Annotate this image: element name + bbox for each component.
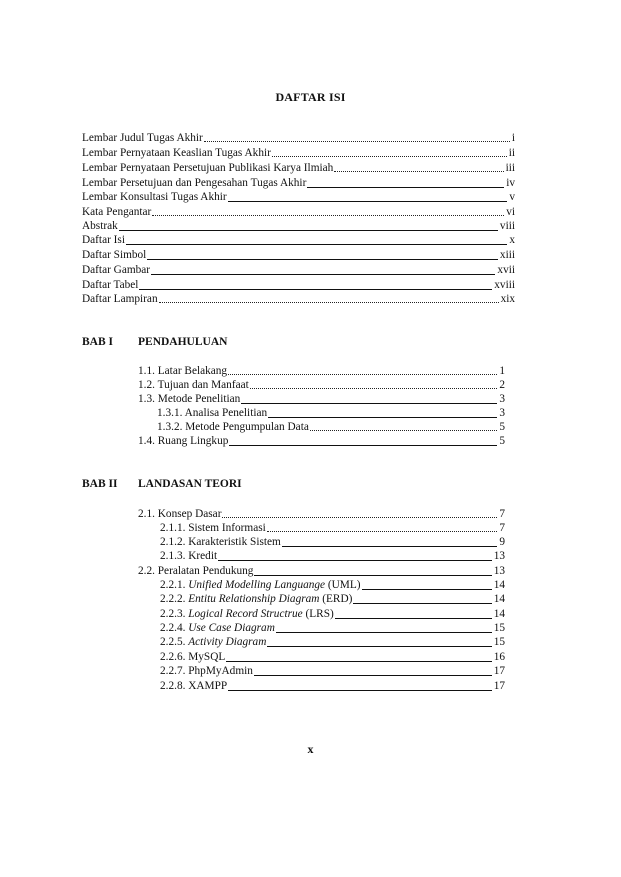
toc-leader-line	[204, 141, 510, 142]
toc-entry-label: 2.2. Peralatan Pendukung	[138, 565, 254, 577]
toc-entry-label: 1.3. Metode Penelitian	[138, 393, 241, 405]
toc-entry-label	[160, 578, 361, 592]
toc-entry-italic-term: Logical Record Structrue	[188, 608, 303, 620]
toc-entry-label: Abstrak	[82, 220, 118, 232]
toc-entry[interactable]	[160, 679, 505, 693]
toc-leader-line	[362, 589, 492, 590]
toc-page-number: xix	[500, 293, 515, 305]
toc-entry[interactable]	[138, 564, 505, 578]
toc-entry[interactable]	[160, 664, 505, 678]
toc-entry-suffix: (UML)	[325, 579, 361, 591]
chapter-name: LANDASAN TEORI	[138, 478, 242, 490]
toc-leader-line	[250, 388, 498, 389]
toc-entry-number: 2.2.3.	[160, 608, 189, 620]
toc-page-number: 2	[499, 379, 505, 391]
toc-leader-line	[228, 374, 497, 375]
toc-entry-label: Daftar Gambar	[82, 264, 151, 276]
toc-leader-line	[152, 215, 504, 216]
toc-page-number: 13	[493, 565, 505, 577]
toc-entry-label: 2.1.3. Kredit	[160, 550, 218, 562]
toc-page-number: 1	[499, 365, 505, 377]
toc-entry[interactable]	[160, 592, 505, 606]
toc-entry-label: 2.2.6. MySQL	[160, 651, 226, 663]
toc-leader-line	[228, 690, 492, 691]
toc-leader-line	[335, 618, 492, 619]
toc-entry[interactable]	[160, 607, 505, 621]
toc-entry-label: Daftar Simbol	[82, 249, 147, 261]
toc-page-number: 7	[499, 508, 505, 520]
toc-page-number: 3	[499, 393, 505, 405]
toc-entry[interactable]	[160, 650, 505, 664]
toc-page-number: x	[509, 234, 515, 246]
toc-entry[interactable]	[82, 248, 515, 262]
toc-entry[interactable]	[82, 233, 515, 247]
toc-entry[interactable]	[82, 278, 515, 292]
toc-entry[interactable]	[160, 635, 505, 649]
toc-leader-line	[310, 430, 497, 431]
toc-entry-label: Daftar Isi	[82, 234, 125, 246]
toc-page-number: viii	[499, 220, 515, 232]
toc-entry-label: 1.2. Tujuan dan Manfaat	[138, 379, 249, 391]
toc-page-number: 3	[499, 407, 505, 419]
toc-entry-label: 1.4. Ruang Lingkup	[138, 435, 229, 447]
toc-entry[interactable]	[82, 263, 515, 277]
toc-page-number: v	[509, 191, 515, 203]
toc-entry[interactable]	[160, 521, 505, 535]
toc-entry[interactable]	[82, 190, 515, 204]
toc-entry[interactable]	[157, 420, 505, 434]
toc-page-number: 14	[493, 579, 505, 591]
toc-entry-label: Lembar Pernyataan Keaslian Tugas Akhir	[82, 147, 271, 159]
toc-entry[interactable]	[82, 205, 515, 219]
toc-leader-line	[282, 546, 498, 547]
chapter-number: BAB II	[82, 478, 118, 490]
toc-page-number: xviii	[494, 279, 515, 291]
toc-entry[interactable]	[160, 549, 505, 563]
toc-page-number: 15	[493, 622, 505, 634]
toc-page-number: vi	[506, 206, 515, 218]
toc-entry[interactable]	[82, 146, 515, 160]
toc-entry-italic-term: Activity Diagram	[188, 636, 267, 648]
toc-leader-line	[272, 156, 507, 157]
toc-entry-label: Daftar Lampiran	[82, 293, 158, 305]
toc-entry[interactable]	[138, 378, 505, 392]
toc-page-number: 9	[499, 536, 505, 548]
toc-entry-label: Lembar Judul Tugas Akhir	[82, 132, 203, 144]
toc-entry-label: 2.2.7. PhpMyAdmin	[160, 665, 253, 677]
toc-entry-label: 1.3.2. Metode Pengumpulan Data	[157, 421, 309, 433]
toc-page-number: i	[511, 132, 515, 144]
toc-page-number: iv	[506, 177, 515, 189]
toc-leader-line	[126, 244, 507, 245]
toc-entry-label: 2.1.1. Sistem Informasi	[160, 522, 266, 534]
toc-entry[interactable]	[82, 161, 515, 175]
toc-page-number: 16	[493, 651, 505, 663]
chapter-name: PENDAHULUAN	[138, 336, 228, 348]
toc-leader-line	[254, 575, 491, 576]
toc-entry[interactable]	[160, 621, 505, 635]
toc-entry-label: Lembar Konsultasi Tugas Akhir	[82, 191, 227, 203]
toc-entry-label: 2.1.2. Karakteristik Sistem	[160, 536, 281, 548]
toc-entry[interactable]	[82, 176, 515, 190]
toc-entry[interactable]	[82, 219, 515, 233]
toc-entry-number: 2.2.1.	[160, 579, 189, 591]
toc-entry[interactable]	[157, 406, 505, 420]
toc-entry-suffix: (LRS)	[302, 608, 334, 620]
toc-entry-suffix: (ERD)	[319, 593, 353, 605]
page-number: x	[307, 742, 314, 756]
toc-page-number: xiii	[499, 249, 515, 261]
toc-page-number: 5	[499, 421, 505, 433]
toc-leader-line	[159, 302, 499, 303]
chapter-heading	[82, 477, 382, 491]
toc-leader-line	[267, 646, 491, 647]
toc-page-number: 14	[493, 593, 505, 605]
toc-leader-line	[276, 632, 492, 633]
toc-entry[interactable]	[138, 507, 505, 521]
toc-entry[interactable]	[160, 535, 505, 549]
toc-entry-label	[160, 621, 275, 635]
toc-page-number: 14	[493, 608, 505, 620]
toc-entry-label	[160, 592, 352, 606]
toc-leader-line	[334, 171, 503, 172]
toc-entry-label: Daftar Tabel	[82, 279, 139, 291]
toc-page-number: 13	[493, 550, 505, 562]
toc-page-number: iii	[505, 162, 515, 174]
toc-leader-line	[228, 201, 508, 202]
toc-entry-label: 2.1. Konsep Dasar	[138, 508, 222, 520]
toc-entry[interactable]	[138, 364, 505, 378]
toc-leader-line	[307, 187, 504, 188]
toc-leader-line	[241, 403, 497, 404]
toc-entry-italic-term: Entitu Relationship Diagram	[188, 593, 320, 605]
toc-leader-line	[229, 445, 497, 446]
toc-entry-italic-term: Use Case Diagram	[188, 622, 275, 634]
toc-entry[interactable]	[138, 434, 505, 448]
toc-leader-line	[147, 259, 498, 260]
toc-leader-line	[222, 517, 497, 518]
toc-leader-line	[267, 531, 498, 532]
toc-leader-line	[218, 560, 492, 561]
page-title: DAFTAR ISI	[275, 90, 346, 104]
toc-page-number: 17	[493, 665, 505, 677]
chapter-number: BAB I	[82, 336, 113, 348]
toc-entry-label: 1.1. Latar Belakang	[138, 365, 228, 377]
toc-leader-line	[254, 675, 492, 676]
toc-entry[interactable]	[160, 578, 505, 592]
toc-leader-line	[139, 289, 492, 290]
toc-leader-line	[151, 274, 495, 275]
toc-entry-number: 2.2.4.	[160, 622, 189, 634]
toc-entry-label	[160, 635, 266, 649]
toc-entry[interactable]	[82, 292, 515, 306]
toc-entry-label: 1.3.1. Analisa Penelitian	[157, 407, 268, 419]
toc-entry[interactable]	[138, 392, 505, 406]
toc-page-number: 5	[499, 435, 505, 447]
toc-leader-line	[268, 417, 497, 418]
toc-entry-label: Lembar Pernyataan Persetujuan Publikasi Karya Ilmiah	[82, 162, 334, 174]
toc-entry-number: 2.2.5.	[160, 636, 189, 648]
toc-page-number: ii	[508, 147, 515, 159]
toc-entry-label: Lembar Persetujuan dan Pengesahan Tugas Akhir	[82, 177, 307, 189]
toc-page-number: 7	[499, 522, 505, 534]
toc-page-number: 15	[493, 636, 505, 648]
toc-page-number: 17	[493, 680, 505, 692]
toc-leader-line	[119, 230, 498, 231]
toc-page-number: xvii	[497, 264, 515, 276]
toc-entry-number: 2.2.2.	[160, 593, 189, 605]
toc-entry-label	[160, 607, 334, 621]
toc-entry-label: Kata Pengantar	[82, 206, 152, 218]
toc-entry[interactable]	[82, 131, 515, 145]
toc-leader-line	[226, 661, 491, 662]
toc-entry-label: 2.2.8. XAMPP	[160, 680, 228, 692]
toc-entry-italic-term: Unified Modelling Languange	[188, 579, 326, 591]
toc-leader-line	[353, 603, 491, 604]
chapter-heading	[82, 335, 382, 349]
